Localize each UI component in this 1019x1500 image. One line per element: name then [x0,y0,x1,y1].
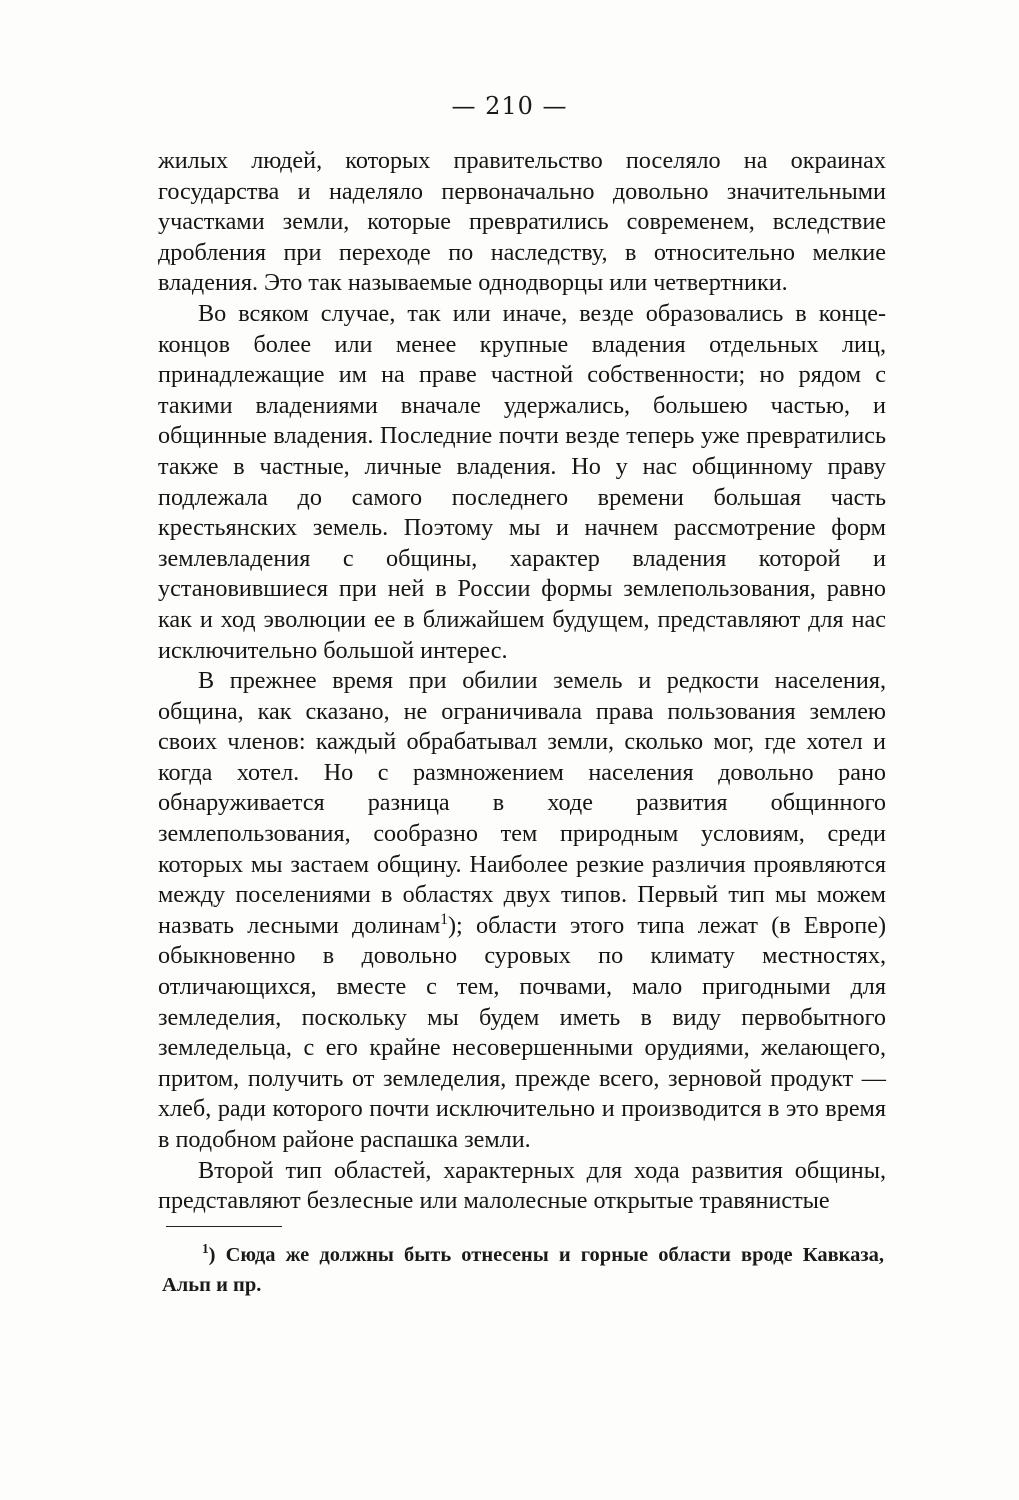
paragraph-1: жилых людей, которых правительство поселяло на окраинах государства и наделяло первоначально довольно значительными участками земли, которые превратились современем, вследствие дробления при переходе по наследству, в относительно мелкие владения. Это так называемые однодворцы или четвертники. [158,147,886,297]
footnote-reference: 1 [440,910,448,928]
main-text [158,146,886,1217]
paragraph-3-text-after-note: ); области этого типа лежат (в Европе) обыкновенно в довольно суровых по климату местностях, отличающихся, вместе с тем, почвами, мало пригодными для земледелия, поскольку мы будем иметь в виду первобытного земледельца, с его крайне несовершенными орудиями, желающего, притом, получить от земледелия, прежде всего, зерновой продукт — хлеб, ради которого почти исключительно и производится в это время в подобном районе распашка земли. [158,911,887,1153]
paragraph-3-text-before-note: В прежнее время при обилии земель и редкости населения, община, как сказано, не ограничивала права пользования землею своих членов: каждый обрабатывал земли, сколько мог, где хотел и когда хотел. Но с размножением населения довольно рано обнаруживается разница в ходе развития общинного землепользования, сообразно тем природным условиям, среди которых мы застаем общину. Наиболее резкие различия проявляются между поселениями в областях двух типов. Первый тип мы можем назвать лесными долинам [158,667,886,939]
footnote-mark: 1 [202,1241,209,1257]
footnote-text: ) Сюда же должны быть отнесены и горные области вроде Кавказа, Альп и пр. [162,1244,884,1296]
footnote [162,1240,884,1300]
paragraph-3 [158,666,886,1156]
paragraph-2: Во всяком случае, так или иначе, везде образовались в конце-концов более или менее крупные владения отдельных лиц, принадлежащие им на праве частной собственности; но рядом с такими владениями вначале удержались, большею частью, и общинные владения. Последние почти везде теперь уже превратились также в частные, личные владения. Но у нас общинному праву подлежала до самого последнего времени большая часть крестьянских земель. Поэтому мы и начнем рассмотрение форм землевладения с общины, характер владения которой и установившиеся при ней в России формы землепользования, равно как и ход эволюции ее в ближайшем будущем, представляют для нас исключительно большой интерес. [158,299,886,664]
paragraph-4: Второй тип областей, характерных для хода развития общины, представляют безлесные или малолесные открытые травянистые [158,1156,886,1215]
page-number: — 210 — [451,92,568,120]
footnote-divider [166,1226,282,1227]
